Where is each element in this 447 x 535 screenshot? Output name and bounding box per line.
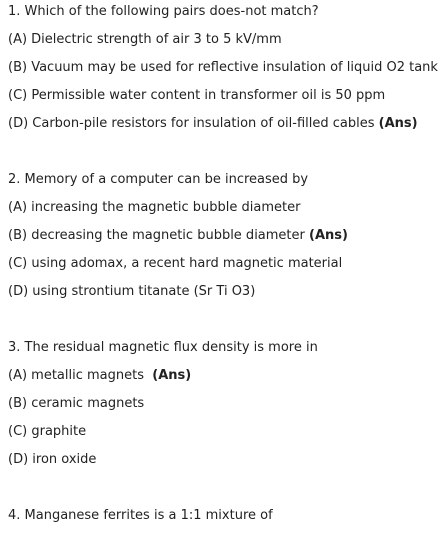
- option-text: (B) Vacuum may be used for reflective insulation of liquid O2 tank: [8, 60, 438, 75]
- question-text: 3. The residual magnetic flux density is more in: [8, 340, 318, 355]
- spacer: [8, 143, 447, 171]
- option-text: (C) graphite: [8, 424, 87, 439]
- option-c: [8, 87, 447, 115]
- question-block: [8, 339, 447, 479]
- option-text: (C) Permissible water content in transformer oil is 50 ppm: [8, 88, 386, 103]
- option-a: [8, 199, 447, 227]
- question-block: [8, 3, 447, 143]
- spacer: [8, 479, 447, 507]
- option-text: (A) increasing the magnetic bubble diameter: [8, 200, 301, 215]
- option-d: [8, 283, 447, 311]
- question-block: [8, 507, 447, 535]
- option-text: (D) using strontium titanate (Sr Ti O3): [8, 284, 256, 299]
- option-text: (A) Dielectric strength of air 3 to 5 kV/mm: [8, 32, 282, 47]
- option-text: (B) ceramic magnets: [8, 396, 145, 411]
- option-c: [8, 423, 447, 451]
- option-text: (D) iron oxide: [8, 452, 97, 467]
- quiz-page: [8, 3, 447, 535]
- question-text: 1. Which of the following pairs does-not match?: [8, 4, 319, 19]
- option-b: [8, 59, 447, 87]
- option-text: (D) Carbon-pile resistors for insulation of oil-filled cables: [8, 116, 379, 131]
- answer-mark: (Ans): [309, 228, 348, 243]
- question-text: 2. Memory of a computer can be increased by: [8, 172, 309, 187]
- option-a: [8, 31, 447, 59]
- spacer: [8, 311, 447, 339]
- option-text: (A) metallic magnets: [8, 368, 153, 383]
- option-a: [8, 367, 447, 395]
- option-b: [8, 395, 447, 423]
- question-text: 4. Manganese ferrites is a 1:1 mixture of: [8, 508, 273, 523]
- option-c: [8, 255, 447, 283]
- option-d: [8, 115, 447, 143]
- option-text: (C) using adomax, a recent hard magnetic material: [8, 256, 343, 271]
- option-d: [8, 451, 447, 479]
- answer-mark: (Ans): [378, 116, 418, 131]
- option-text: (B) decreasing the magnetic bubble diameter: [8, 228, 309, 243]
- answer-mark: (Ans): [152, 368, 192, 383]
- option-b: [8, 227, 447, 255]
- question-block: [8, 171, 447, 311]
